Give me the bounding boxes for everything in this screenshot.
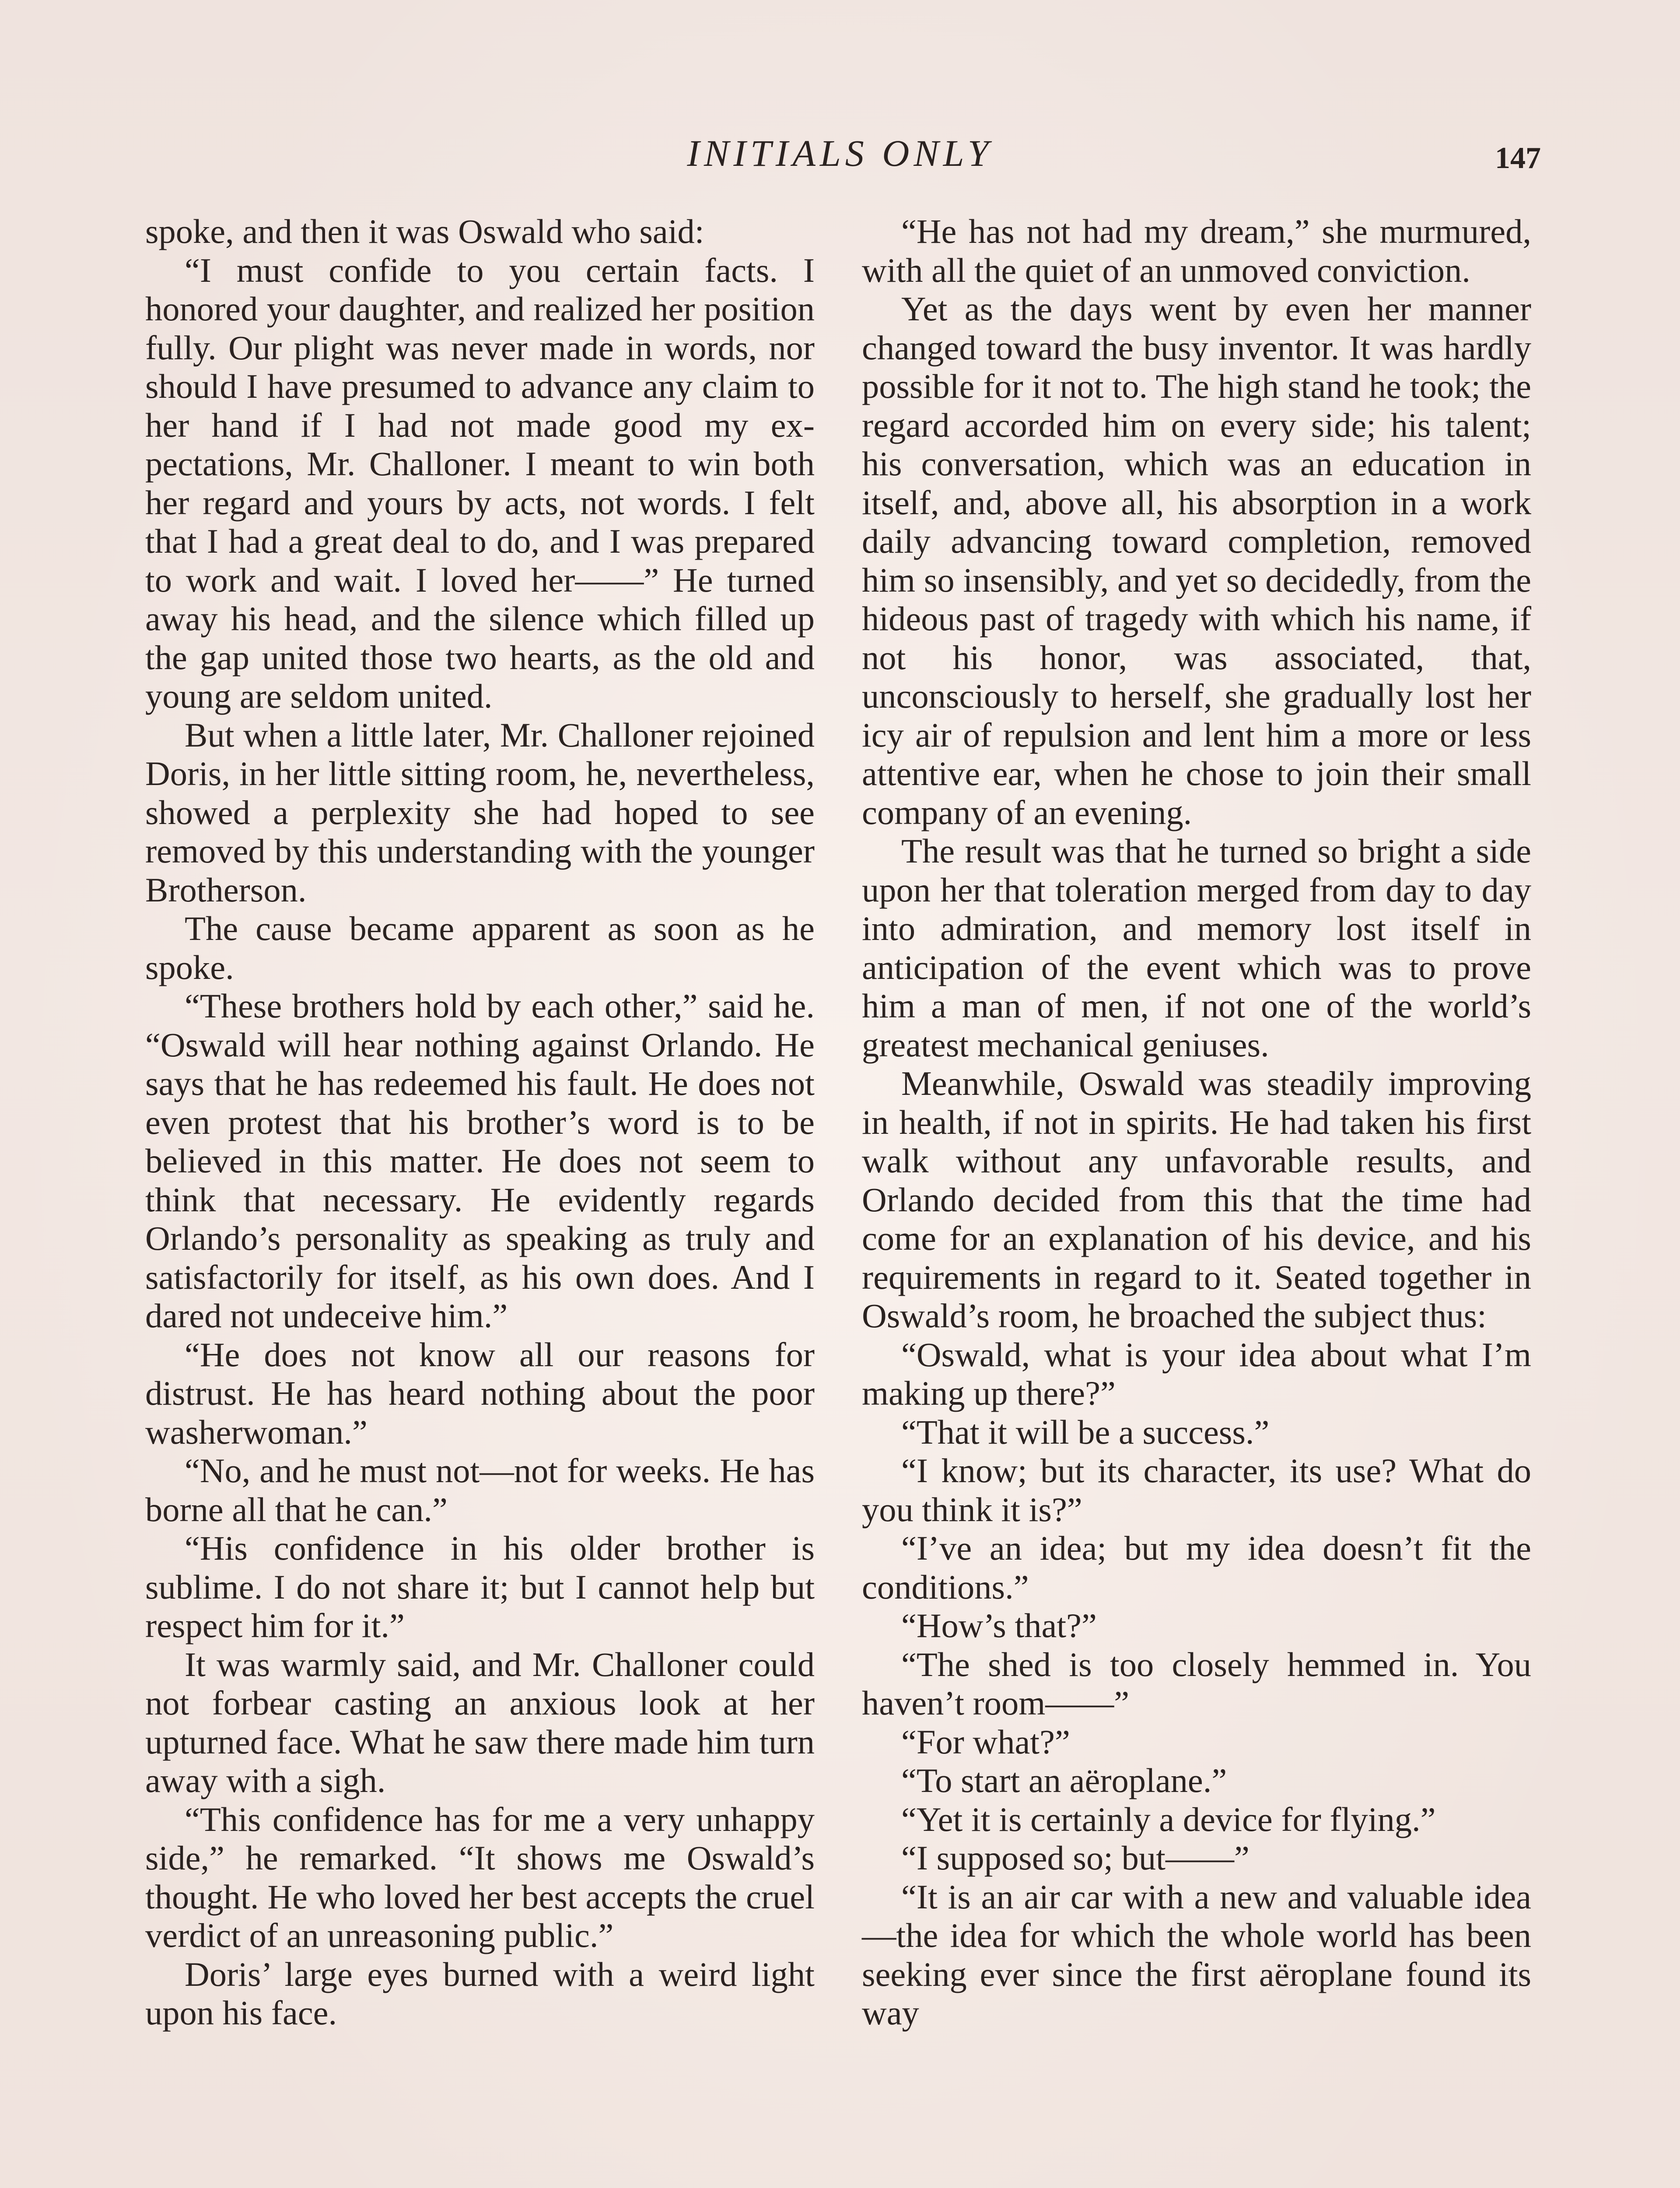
paragraph: “Yet it is certainly a device for flying.”	[901, 1800, 1436, 1838]
paragraph: “For what?”	[901, 1722, 1070, 1761]
running-head-title: INITIALS ONLY	[687, 132, 993, 174]
paragraph: Meanwhile, Oswald was steadily improving in health, if not in spirits. He had taken his first walk without any unfavorable results, and Orlando decided from this that the time had come for an explanation of his device, and his requirements in regard to it. Seated together in Oswald’s room, he broached the subject thus:	[862, 1064, 1531, 1335]
paragraph: “No, and he must not—not for weeks. He has borne all that he can.”	[145, 1452, 815, 1529]
paragraph: spoke, and then it was Oswald who said:	[145, 212, 704, 250]
right-column	[862, 212, 1531, 2033]
paragraph: “I supposed so; but——”	[901, 1839, 1250, 1877]
paragraph: “To start an aëroplane.”	[901, 1761, 1227, 1799]
paragraph: “How’s that?”	[901, 1606, 1097, 1645]
paragraph: “This confidence has for me a very unhappy side,” he remarked. “It shows me Oswald’s thought. He who loved her best accepts the cruel verdict of an unreasoning public.”	[145, 1800, 815, 1954]
paragraph: The result was that he turned so bright a side upon her that toleration merged from day to day into admiration, and memory lost itself in anticipation of the event which was to prove him a man of men, if not one of the world’s greatest mechanical geniuses.	[862, 832, 1531, 1064]
paragraph: “Oswald, what is your idea about what I’m making up there?”	[862, 1335, 1531, 1412]
paragraph: “The shed is too closely hemmed in. You haven’t room——”	[862, 1645, 1531, 1722]
left-column	[145, 212, 815, 2033]
paragraph: “I must confide to you certain facts. I honored your daughter, and realized her position fully. Our plight was never made in words, nor should I have presumed to advance any claim to her hand if I had not made good my expectations, Mr. Challoner. I meant to win both her regard and yours by acts, not words. I felt that I had a great deal to do, and I was prepared to work and wait. I loved her——” He turned away his head, and the silence which filled up the gap united those two hearts, as the old and young are seldom united.	[145, 251, 815, 715]
paragraph: But when a little later, Mr. Challoner rejoined Doris, in her little sitting room, he, nevertheless, showed a perplexity she had hoped to see removed by this understanding with the younger Brotherson.	[145, 715, 815, 909]
paragraph: “He does not know all our reasons for distrust. He has heard nothing about the poor washerwoman.”	[145, 1335, 815, 1451]
paragraph: It was warmly said, and Mr. Challoner could not forbear casting an anxious look at her upturned face. What he saw there made him turn away with a sigh.	[145, 1645, 815, 1799]
paragraph: “I know; but its character, its use? What do you think it is?”	[862, 1452, 1531, 1529]
paragraph: “These brothers hold by each other,” said he. “Oswald will hear nothing against Orlando. He says that he has redeemed his fault. He does not even protest that his brother’s word is to be believed in this matter. He does not seem to think that necessary. He evidently regards Orlando’s personality as speaking as truly and satisfactorily for itself, as his own does. And I dared not undeceive him.”	[145, 987, 815, 1335]
paragraph: “His confidence in his older brother is sublime. I do not share it; but I cannot help but respect him for it.”	[145, 1529, 815, 1645]
paragraph: “I’ve an idea; but my idea doesn’t fit the conditions.”	[862, 1529, 1531, 1606]
paragraph: Doris’ large eyes burned with a weird light upon his face.	[145, 1955, 815, 2032]
paragraph: “That it will be a success.”	[901, 1413, 1270, 1451]
paragraph: “He has not had my dream,” she murmured, with all the quiet of an unmoved conviction.	[862, 212, 1531, 289]
paragraph: “It is an air car with a new and valuable idea—the idea for which the whole world has been seeking ever since the first aëroplane found its way	[862, 1877, 1531, 2032]
page-number: 147	[1495, 141, 1541, 175]
paragraph: The cause became apparent as soon as he spoke.	[145, 909, 815, 986]
paragraph: Yet as the days went by even her manner changed toward the busy inventor. It was hardly possible for it not to. The high stand he took; the regard accorded him on every side; his talent; his conversation, which was an education in itself, and, above all, his absorption in a work daily advancing toward completion, removed him so insensibly, and yet so decidedly, from the hideous past of tragedy with which his name, if not his honor, was associated, that, unconsciously to herself, she gradually lost her icy air of repulsion and lent him a more or less attentive ear, when he chose to join their small company of an evening.	[862, 290, 1531, 831]
